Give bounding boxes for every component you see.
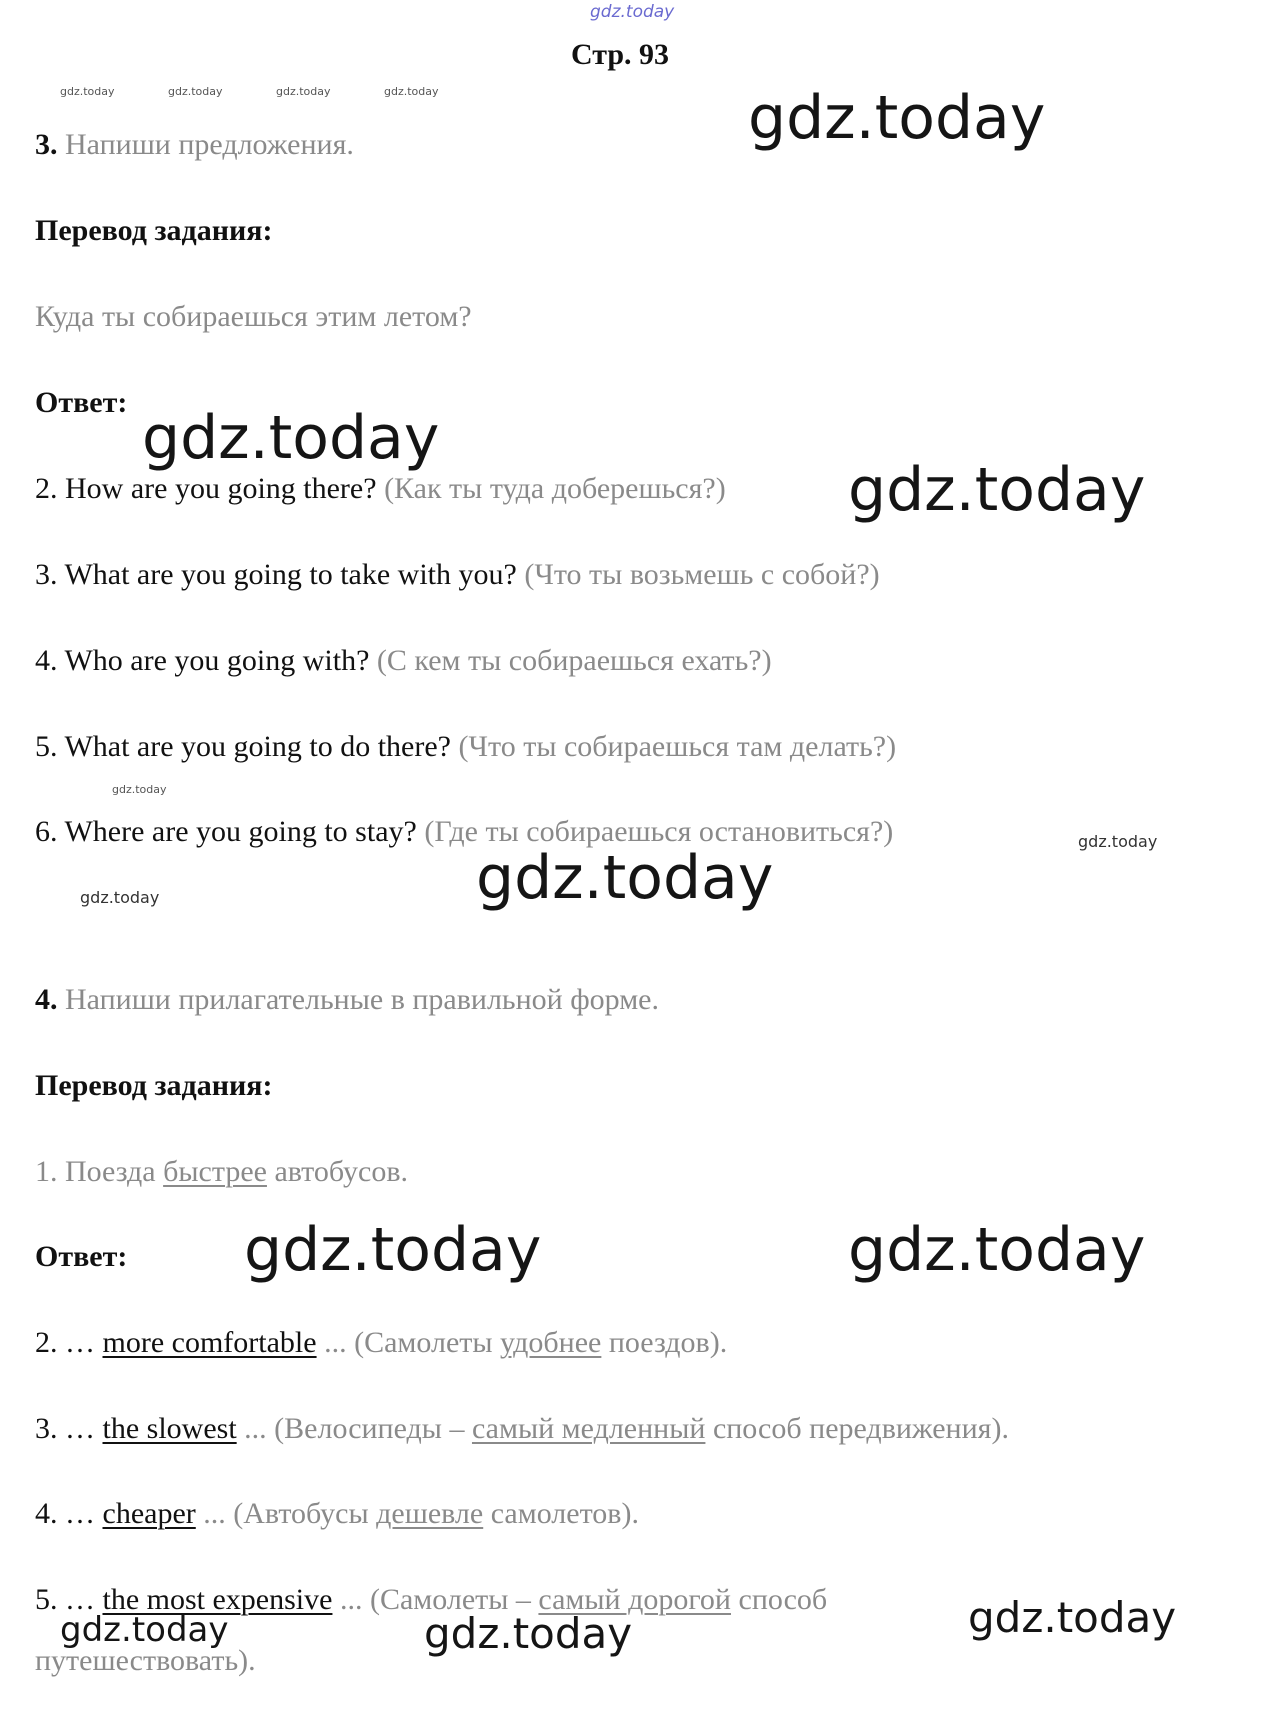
answer-english: 3. What are you going to take with you? xyxy=(35,558,517,591)
translation-suffix: автобусов. xyxy=(274,1155,409,1188)
watermark-large: gdz.today xyxy=(848,1215,1146,1285)
answer-russian-underlined: самый дорогой xyxy=(538,1583,731,1616)
translation-underlined: быстрее xyxy=(163,1155,267,1188)
answer-suffix: способ передвижения). xyxy=(712,1412,1009,1445)
answer-suffix: поездов). xyxy=(608,1326,728,1359)
task3-translation-text: Куда ты собираешься этим летом? xyxy=(35,300,472,333)
answer-russian: (Что ты собираешься там делать?) xyxy=(458,730,897,763)
task3-answer-line xyxy=(35,472,726,506)
task4-number: 4. xyxy=(35,983,58,1016)
answer-middle: ... (Самолеты – xyxy=(339,1583,531,1616)
task4-answer-heading: Ответ: xyxy=(35,1240,128,1273)
watermark-large: gdz.today xyxy=(476,843,774,913)
task4-last-line: путешествовать). xyxy=(35,1644,256,1677)
watermark-small: gdz.today xyxy=(276,85,331,98)
answer-russian: (Как ты туда доберешься?) xyxy=(384,472,726,505)
answer-middle: ... (Велосипеды – xyxy=(244,1412,465,1445)
task3-instruction-line xyxy=(35,128,354,162)
watermark-large: gdz.today xyxy=(142,403,440,473)
answer-middle: ... (Автобусы xyxy=(203,1497,369,1530)
watermark-medium: gdz.today xyxy=(424,1609,633,1658)
top-watermark: gdz.today xyxy=(590,2,675,22)
answer-russian: (Что ты возьмешь с собой?) xyxy=(524,558,880,591)
task4-instruction-line xyxy=(35,983,659,1017)
answer-suffix: самолетов). xyxy=(490,1497,639,1530)
answer-middle: ... (Самолеты xyxy=(324,1326,493,1359)
answer-prefix: 4. … xyxy=(35,1497,95,1530)
answer-english: 6. Where are you going to stay? xyxy=(35,815,417,848)
answer-russian-underlined: самый медленный xyxy=(471,1412,706,1445)
answer-adjective: the slowest xyxy=(102,1412,237,1445)
answer-russian: (Где ты собираешься остановиться?) xyxy=(424,815,894,848)
watermark-large: gdz.today xyxy=(848,455,1146,525)
answer-suffix: способ xyxy=(738,1583,828,1616)
task3-answer-line xyxy=(35,730,896,764)
watermark-large: gdz.today xyxy=(748,83,1046,153)
task3-number: 3. xyxy=(35,128,58,161)
page-title: Стр. 93 xyxy=(570,38,670,71)
task4-answer-line xyxy=(35,1326,727,1360)
task4-answer-line xyxy=(35,1497,639,1531)
answer-russian-underlined: дешевле xyxy=(376,1497,484,1530)
watermark-medium: gdz.today xyxy=(60,1610,229,1650)
answer-prefix: 5. … xyxy=(35,1583,95,1616)
answer-russian-underlined: удобнее xyxy=(500,1326,602,1359)
answer-prefix: 3. … xyxy=(35,1412,95,1445)
task3-answer-line xyxy=(35,644,772,678)
task3-instruction: Напиши предложения. xyxy=(65,128,354,161)
answer-adjective: more comfortable xyxy=(102,1326,317,1359)
answer-adjective: the most expensive xyxy=(102,1583,333,1616)
task3-answer-heading: Ответ: xyxy=(35,386,128,419)
task4-translation-heading: Перевод задания: xyxy=(35,1069,273,1102)
task4-instruction: Напиши прилагательные в правильной форме. xyxy=(65,983,659,1016)
watermark-small: gdz.today xyxy=(80,888,160,907)
answer-english: 4. Who are you going with? xyxy=(35,644,370,677)
watermark-small: gdz.today xyxy=(60,85,115,98)
task3-translation-heading: Перевод задания: xyxy=(35,214,273,247)
answer-adjective: cheaper xyxy=(102,1497,196,1530)
watermark-small: gdz.today xyxy=(168,85,223,98)
watermark-small: gdz.today xyxy=(384,85,439,98)
answer-russian: (С кем ты собираешься ехать?) xyxy=(376,644,772,677)
watermark-small: gdz.today xyxy=(1078,832,1158,851)
watermark-medium: gdz.today xyxy=(968,1593,1177,1642)
task4-answer-line xyxy=(35,1412,1009,1446)
task4-translation-line xyxy=(35,1155,408,1189)
answer-english: 5. What are you going to do there? xyxy=(35,730,451,763)
task3-answer-line xyxy=(35,558,880,592)
watermark-small: gdz.today xyxy=(112,783,167,796)
answer-english: 2. How are you going there? xyxy=(35,472,377,505)
translation-prefix: 1. Поезда xyxy=(35,1155,156,1188)
answer-prefix: 2. … xyxy=(35,1326,95,1359)
watermark-large: gdz.today xyxy=(244,1215,542,1285)
